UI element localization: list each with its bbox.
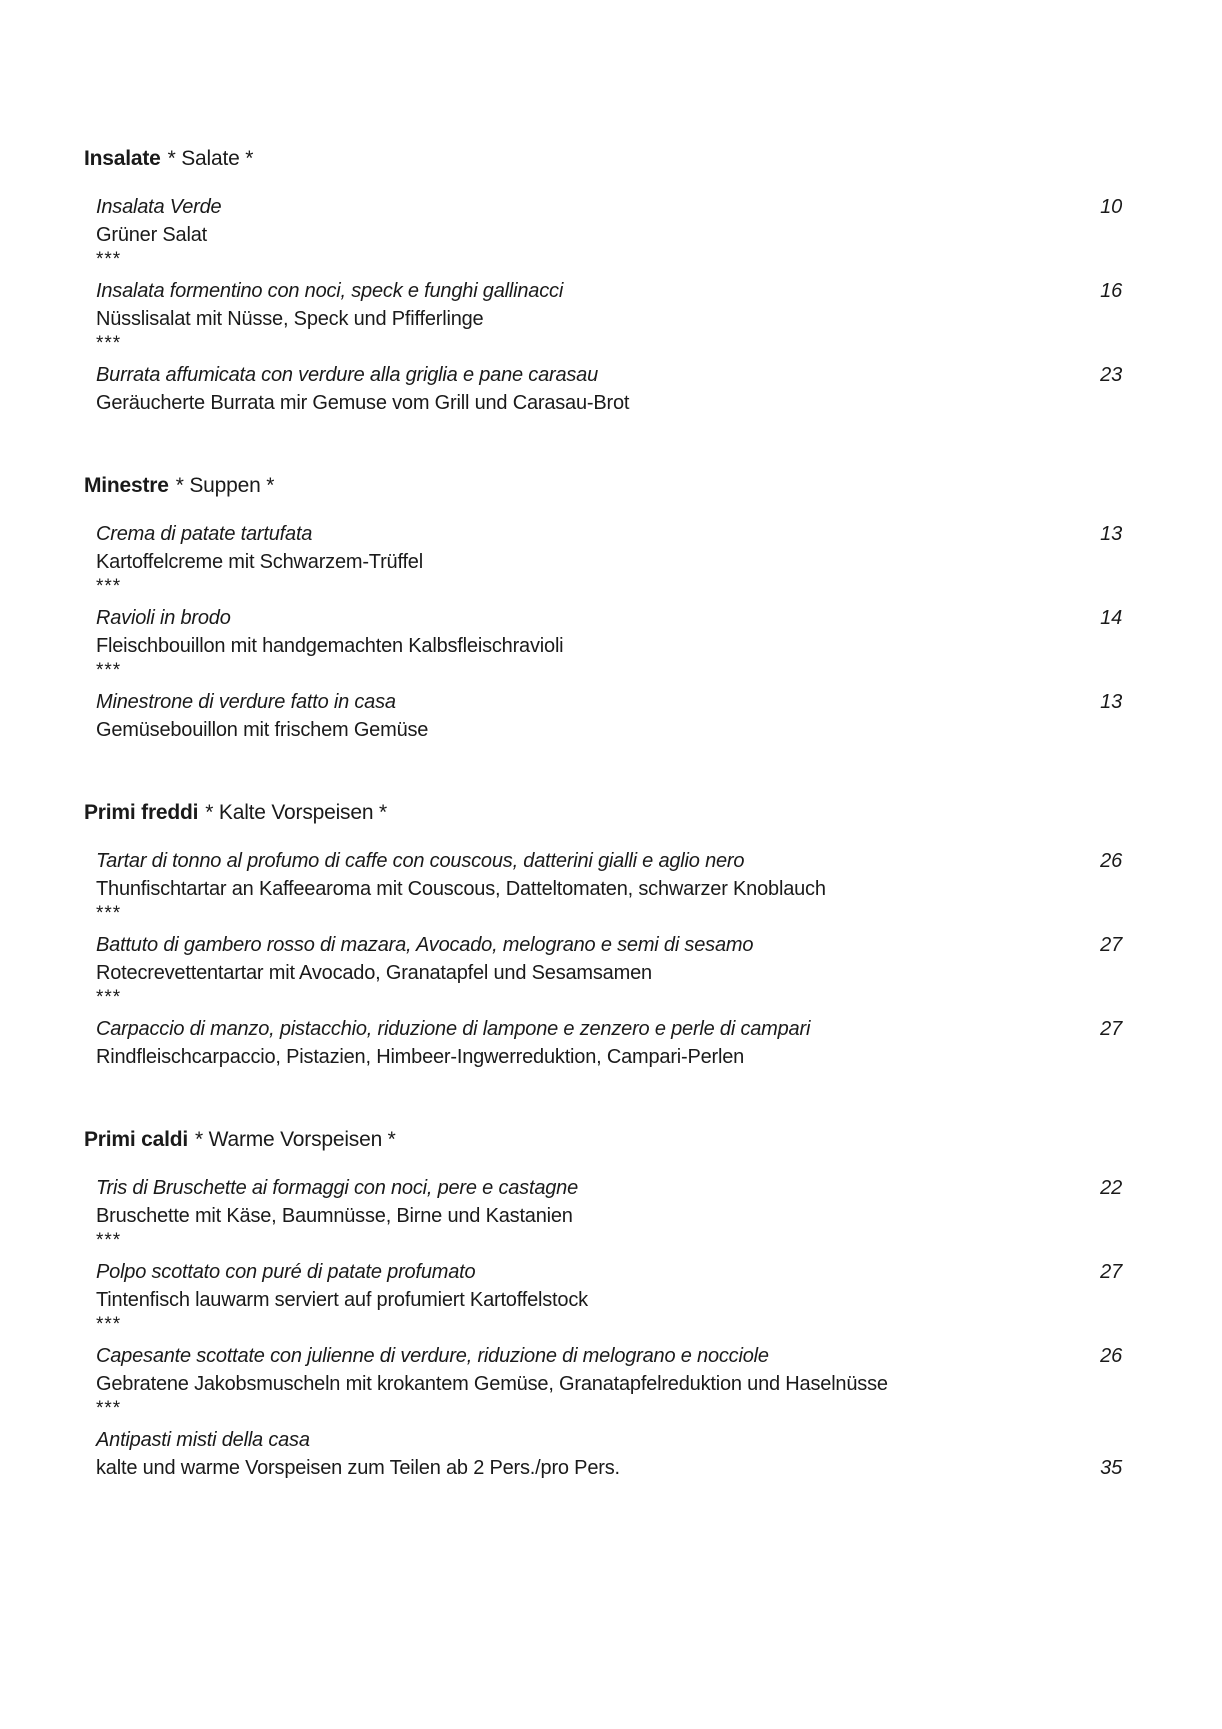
item-separator: *** bbox=[96, 903, 122, 924]
item-name-italian: Polpo scottato con puré di patate profumato bbox=[96, 1261, 476, 1283]
item-description-german: Thunfischtartar an Kaffeearoma mit Couscous, Datteltomaten, schwarzer Knoblauch bbox=[96, 878, 826, 900]
item-description-line bbox=[96, 1202, 1122, 1230]
item-name-italian: Ravioli in brodo bbox=[96, 607, 231, 629]
item-title-line bbox=[96, 1015, 1122, 1043]
section-insalate bbox=[84, 145, 1122, 417]
item-description-german: Tintenfisch lauwarm serviert auf profumiert Kartoffelstock bbox=[96, 1289, 588, 1311]
item-price: 26 bbox=[1100, 1345, 1122, 1367]
menu-item bbox=[96, 1258, 1122, 1336]
item-description-line bbox=[96, 389, 1122, 417]
menu-item bbox=[96, 361, 1122, 417]
item-name-italian: Tartar di tonno al profumo di caffe con couscous, datterini gialli e aglio nero bbox=[96, 850, 745, 872]
item-description-german: Kartoffelcreme mit Schwarzem-Trüffel bbox=[96, 551, 423, 573]
item-description-german: Rotecrevettentartar mit Avocado, Granatapfel und Sesamsamen bbox=[96, 962, 652, 984]
item-separator: *** bbox=[96, 1398, 122, 1419]
menu-item bbox=[96, 604, 1122, 682]
item-separator: *** bbox=[96, 576, 122, 597]
item-description-german: kalte und warme Vorspeisen zum Teilen ab 2 Pers./pro Pers. bbox=[96, 1457, 620, 1479]
menu-item bbox=[96, 520, 1122, 598]
item-price: 35 bbox=[1100, 1457, 1122, 1479]
menu-item bbox=[96, 277, 1122, 355]
section-heading-german: * Kalte Vorspeisen * bbox=[205, 801, 387, 824]
item-title-line bbox=[96, 847, 1122, 875]
item-title-line bbox=[96, 931, 1122, 959]
item-price: 16 bbox=[1100, 280, 1122, 302]
menu-item bbox=[96, 193, 1122, 271]
section-heading bbox=[84, 472, 1122, 500]
item-name-italian: Insalata Verde bbox=[96, 196, 222, 218]
item-separator: *** bbox=[96, 333, 122, 354]
menu-item bbox=[96, 1342, 1122, 1420]
item-separator: *** bbox=[96, 249, 122, 270]
item-title-line bbox=[96, 1174, 1122, 1202]
menu-item bbox=[96, 1174, 1122, 1252]
item-title-line bbox=[96, 1342, 1122, 1370]
item-price: 13 bbox=[1100, 523, 1122, 545]
item-description-line bbox=[96, 1370, 1122, 1398]
item-description-line bbox=[96, 1043, 1122, 1071]
menu-item bbox=[96, 688, 1122, 744]
item-price: 13 bbox=[1100, 691, 1122, 713]
item-name-italian: Antipasti misti della casa bbox=[96, 1429, 310, 1451]
item-description-line bbox=[96, 548, 1122, 576]
item-title-line bbox=[96, 520, 1122, 548]
menu-item bbox=[96, 1015, 1122, 1071]
section-heading-italian: Minestre bbox=[84, 474, 169, 497]
section-heading-german: * Salate * bbox=[167, 147, 254, 170]
menu-item bbox=[96, 931, 1122, 1009]
item-description-line bbox=[96, 221, 1122, 249]
item-price: 23 bbox=[1100, 364, 1122, 386]
item-price: 14 bbox=[1100, 607, 1122, 629]
item-description-line bbox=[96, 875, 1122, 903]
item-name-italian: Minestrone di verdure fatto in casa bbox=[96, 691, 396, 713]
item-separator: *** bbox=[96, 987, 122, 1008]
item-title-line bbox=[96, 604, 1122, 632]
section-heading bbox=[84, 145, 1122, 173]
item-description-german: Fleischbouillon mit handgemachten Kalbsfleischravioli bbox=[96, 635, 564, 657]
item-name-italian: Battuto di gambero rosso di mazara, Avocado, melograno e semi di sesamo bbox=[96, 934, 754, 956]
item-description-line bbox=[96, 1286, 1122, 1314]
item-description-line bbox=[96, 716, 1122, 744]
section-primi-freddi bbox=[84, 799, 1122, 1071]
item-name-italian: Tris di Bruschette ai formaggi con noci, pere e castagne bbox=[96, 1177, 579, 1199]
section-heading bbox=[84, 799, 1122, 827]
item-name-italian: Insalata formentino con noci, speck e funghi gallinacci bbox=[96, 280, 564, 302]
item-price: 27 bbox=[1100, 1018, 1122, 1040]
item-separator: *** bbox=[96, 1230, 122, 1251]
item-description-german: Gebratene Jakobsmuscheln mit krokantem Gemüse, Granatapfelreduktion und Haselnüsse bbox=[96, 1373, 888, 1395]
item-price: 27 bbox=[1100, 1261, 1122, 1283]
item-title-line bbox=[96, 361, 1122, 389]
item-description-line bbox=[96, 1454, 1122, 1482]
item-title-line bbox=[96, 277, 1122, 305]
item-separator: *** bbox=[96, 1314, 122, 1335]
item-description-german: Bruschette mit Käse, Baumnüsse, Birne und Kastanien bbox=[96, 1205, 573, 1227]
item-price: 10 bbox=[1100, 196, 1122, 218]
section-primi-caldi bbox=[84, 1126, 1122, 1482]
item-description-german: Grüner Salat bbox=[96, 224, 207, 246]
item-name-italian: Carpaccio di manzo, pistacchio, riduzione di lampone e zenzero e perle di campari bbox=[96, 1018, 811, 1040]
item-title-line bbox=[96, 688, 1122, 716]
item-description-german: Nüsslisalat mit Nüsse, Speck und Pfifferlinge bbox=[96, 308, 484, 330]
item-separator: *** bbox=[96, 660, 122, 681]
item-price: 26 bbox=[1100, 850, 1122, 872]
item-description-line bbox=[96, 305, 1122, 333]
item-price: 22 bbox=[1100, 1177, 1122, 1199]
item-description-german: Gemüsebouillon mit frischem Gemüse bbox=[96, 719, 429, 741]
section-heading-italian: Primi freddi bbox=[84, 801, 199, 824]
section-heading-italian: Insalate bbox=[84, 147, 161, 170]
item-title-line bbox=[96, 1426, 1122, 1454]
item-description-line bbox=[96, 959, 1122, 987]
item-name-italian: Crema di patate tartufata bbox=[96, 523, 313, 545]
item-description-german: Geräucherte Burrata mir Gemuse vom Grill und Carasau-Brot bbox=[96, 392, 630, 414]
menu-item bbox=[96, 1426, 1122, 1482]
item-name-italian: Burrata affumicata con verdure alla griglia e pane carasau bbox=[96, 364, 599, 386]
section-minestre bbox=[84, 472, 1122, 744]
item-title-line bbox=[96, 1258, 1122, 1286]
item-description-german: Rindfleischcarpaccio, Pistazien, Himbeer-Ingwerreduktion, Campari-Perlen bbox=[96, 1046, 745, 1068]
section-heading-german: * Warme Vorspeisen * bbox=[195, 1128, 396, 1151]
menu-item bbox=[96, 847, 1122, 925]
item-title-line bbox=[96, 193, 1122, 221]
item-price: 27 bbox=[1100, 934, 1122, 956]
item-name-italian: Capesante scottate con julienne di verdure, riduzione di melograno e nocciole bbox=[96, 1345, 769, 1367]
section-heading-german: * Suppen * bbox=[175, 474, 275, 497]
section-heading-italian: Primi caldi bbox=[84, 1128, 189, 1151]
section-heading bbox=[84, 1126, 1122, 1154]
item-description-line bbox=[96, 632, 1122, 660]
